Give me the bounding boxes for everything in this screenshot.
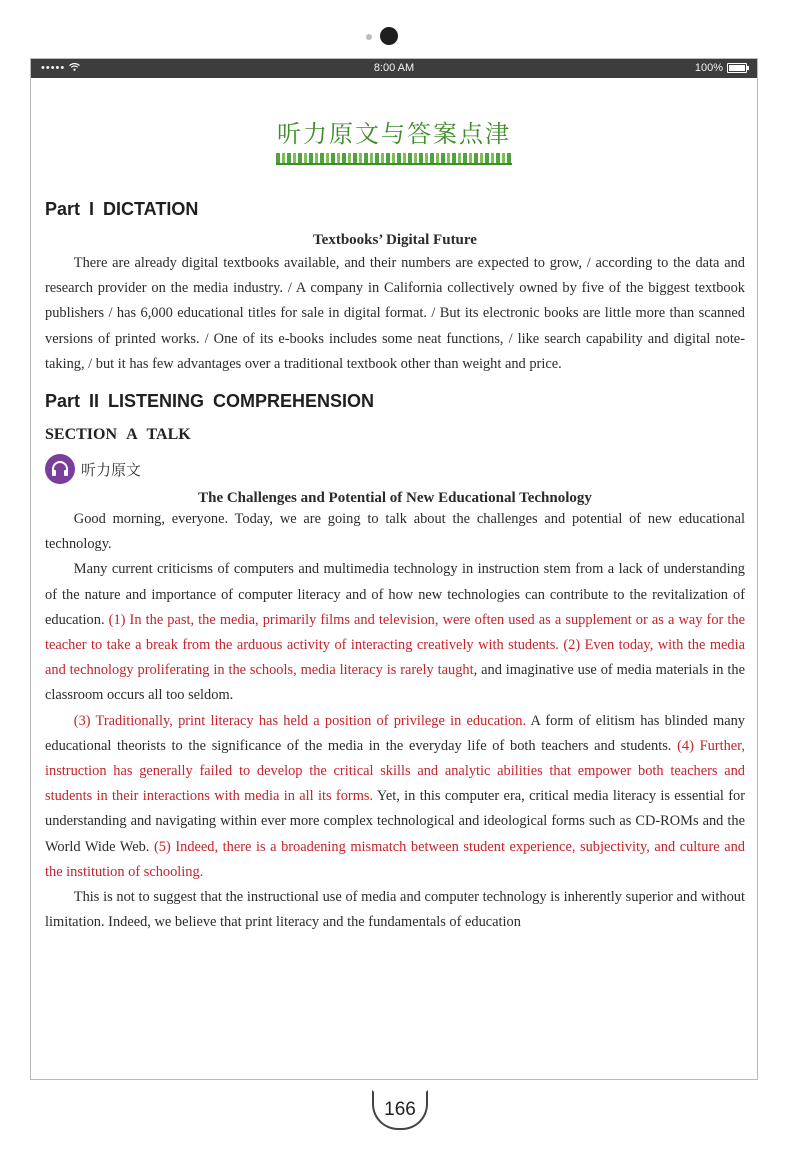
part2-heading: Part II LISTENING COMPREHENSION — [45, 391, 375, 412]
p2-text-a: Many current criticisms of computers and multimedia technology in instruction stem from a lack of understanding of the nature and importance of computer literacy and of how new technologies can contribute to the revitalization of education. — [45, 561, 745, 628]
p2-text-b: , and imaginative use of media materials in the classroom occurs all too seldom. — [45, 662, 745, 704]
talk-paragraph-3 — [45, 709, 745, 885]
dictation-title: Textbooks’ Digital Future — [313, 232, 477, 248]
camera-indicator — [366, 26, 406, 48]
title-decoration — [276, 153, 512, 165]
p3-text-a: A form of elitism has blinded many educational theorists to the significance of the media in the everyday life of both teachers and students. — [45, 712, 746, 754]
page-number-area — [0, 1090, 800, 1130]
dictation-text: There are already digital textbooks available, and their numbers are expected to grow, / according to the data and research provider on the media industry. / A company in California collectively owned by five of the biggest textbook publishers / has 6,000 educational titles for sale in digital format. / But its electronic books are little more than scanned versions of printed works. / One of its e-books includes some neat functions, / like search capability and digital note-taking, / but it has few advantages over a traditional textbook other than weight and price. — [45, 255, 745, 372]
talk-paragraph-2 — [45, 557, 745, 708]
sensor-dot — [366, 34, 372, 40]
part1-heading: Part I DICTATION — [45, 199, 199, 219]
transcript-label: 听力原文 — [81, 460, 142, 479]
status-time: 8:00 AM — [373, 62, 415, 74]
section-a-heading: SECTION A TALK — [45, 426, 191, 444]
talk-paragraph-1: Good morning, everyone. Today, we are going to talk about the challenges and potential of new educational technology. — [45, 511, 745, 553]
signal-dots: ••••• — [41, 62, 66, 74]
battery-icon — [727, 63, 747, 73]
battery-status — [695, 62, 747, 74]
page-content — [45, 199, 745, 935]
tablet-screen — [30, 58, 758, 1080]
answer-4: (4) Further, instruction has generally failed to develop the critical skills and analytic abilities that empower both teachers and students in their interactions with media in all its forms. — [45, 737, 745, 805]
talk-paragraph-4: This is not to suggest that the instructional use of media and computer technology is inherently superior and without limitation. Indeed, we believe that print literacy and the fundamentals of education — [45, 889, 745, 931]
answer-1: (1) In the past, the media, primarily films and television, were often used as a supplement or as a way for the teacher to take a break from the arduous activity of interacting creatively with students. — [45, 611, 745, 654]
status-bar — [31, 59, 757, 78]
camera-lens — [380, 27, 398, 45]
page-number: 166 — [372, 1090, 428, 1130]
headphones-icon — [45, 454, 75, 484]
answer-3: (3) Traditionally, print literacy has held a position of privilege in education. — [73, 712, 527, 729]
p3-text-b: Yet, in this computer era, critical media literacy is essential for understanding and navigating within ever more complex technological and ideological forms such as CD-ROMs and the World Wide Web. — [45, 788, 745, 855]
talk-title: The Challenges and Potential of New Educational Technology — [198, 490, 592, 507]
battery-percent: 100% — [694, 62, 723, 74]
answer-5: (5) Indeed, there is a broadening mismatch between student experience, subjectivity, and culture and the institution of schooling. — [45, 838, 745, 880]
page-heading — [31, 114, 757, 165]
page-title: 听力原文与答案点津 — [277, 120, 511, 148]
transcript-label-row — [45, 454, 745, 484]
answer-2: (2) Even today, with the media and technology proliferating in the schools, media literacy is rarely taught — [45, 637, 746, 679]
